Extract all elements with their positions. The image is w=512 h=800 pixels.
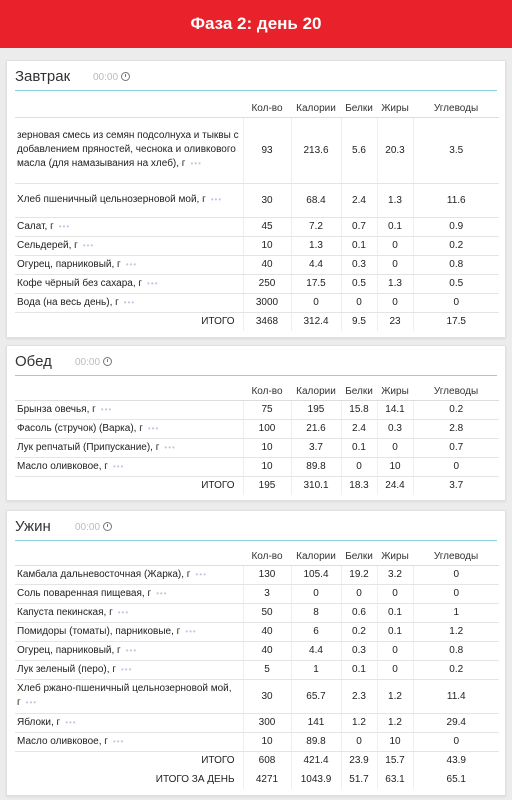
- header-calories: Калории: [291, 91, 341, 117]
- qty-cell: 300: [243, 713, 291, 732]
- protein-cell: 0.3: [341, 641, 377, 660]
- protein-cell: 0.1: [341, 236, 377, 255]
- carbs-cell: 0.7: [413, 438, 499, 457]
- food-name[interactable]: Огурец, парниковый, г: [17, 644, 121, 656]
- total-fat-cell: 23: [377, 312, 413, 331]
- qty-cell: 100: [243, 419, 291, 438]
- fat-cell: 0.3: [377, 419, 413, 438]
- protein-cell: 0.1: [341, 660, 377, 679]
- calories-cell: 195: [291, 400, 341, 419]
- meal-time-value: 00:00: [75, 357, 101, 368]
- food-name[interactable]: Сельдерей, г: [17, 239, 78, 251]
- total-protein-cell: 18.3: [341, 476, 377, 495]
- meal-header: [15, 346, 497, 376]
- protein-cell: 0: [341, 293, 377, 312]
- fat-cell: 3.2: [377, 565, 413, 584]
- food-name-cell: [15, 713, 243, 732]
- more-icon[interactable]: •••: [190, 159, 202, 168]
- carbs-cell: 0: [413, 732, 499, 751]
- table-row: [15, 603, 499, 622]
- carbs-cell: 0: [413, 293, 499, 312]
- more-icon[interactable]: •••: [100, 404, 113, 414]
- meal-time-value: 00:00: [75, 522, 101, 533]
- calories-cell: 105.4: [291, 565, 341, 584]
- header-protein: Белки: [341, 541, 377, 565]
- more-icon[interactable]: •••: [164, 442, 176, 452]
- calories-cell: 68.4: [291, 183, 341, 217]
- meal-time[interactable]: [75, 522, 112, 533]
- carbs-cell: 0.2: [413, 236, 499, 255]
- more-icon[interactable]: •••: [125, 259, 138, 269]
- header-calories: Калории: [291, 376, 341, 400]
- food-name[interactable]: Хлеб ржано-пшеничный цельнозерновой мой, г: [17, 683, 232, 708]
- protein-cell: 5.6: [341, 117, 377, 183]
- qty-cell: 10: [243, 457, 291, 476]
- calories-cell: 1.3: [291, 236, 341, 255]
- total-fat-cell: 24.4: [377, 476, 413, 495]
- fat-cell: 0: [377, 236, 413, 255]
- meal-table: [15, 376, 499, 495]
- table-header-row: [15, 541, 499, 565]
- calories-cell: 213.6: [291, 117, 341, 183]
- qty-cell: 30: [243, 679, 291, 713]
- total-row: [15, 751, 499, 770]
- protein-cell: 0.5: [341, 274, 377, 293]
- more-icon[interactable]: •••: [25, 698, 38, 707]
- qty-cell: 93: [243, 117, 291, 183]
- food-name[interactable]: Камбала дальневосточная (Жарка), г: [17, 568, 191, 580]
- meal-time-value: 00:00: [93, 72, 119, 83]
- fat-cell: 0.1: [377, 603, 413, 622]
- fat-cell: 1.3: [377, 183, 413, 217]
- clock-icon: [103, 357, 112, 366]
- total-calories-cell: 421.4: [291, 751, 341, 770]
- food-name[interactable]: зерновая смесь из семян подсолнуха и тыквы с добавлением пряностей, чеснока и оливкового масла (для намазывания на хлеб), г: [17, 130, 239, 169]
- calories-cell: 89.8: [291, 732, 341, 751]
- more-icon[interactable]: •••: [185, 626, 197, 636]
- food-name[interactable]: Яблоки, г: [17, 716, 61, 728]
- header-qty: Кол-во: [243, 376, 291, 400]
- day-total-row: [15, 770, 499, 789]
- food-name-cell: [15, 660, 243, 679]
- table-row: [15, 660, 499, 679]
- total-qty-cell: 3468: [243, 312, 291, 331]
- header-fat: Жиры: [377, 376, 413, 400]
- qty-cell: 5: [243, 660, 291, 679]
- qty-cell: 40: [243, 622, 291, 641]
- food-name[interactable]: Огурец, парниковый, г: [17, 258, 121, 270]
- qty-cell: 3: [243, 584, 291, 603]
- table-header-row: [15, 376, 499, 400]
- calories-cell: 4.4: [291, 641, 341, 660]
- meal-time[interactable]: [75, 357, 112, 368]
- carbs-cell: 2.8: [413, 419, 499, 438]
- table-row: [15, 732, 499, 751]
- fat-cell: 1.3: [377, 274, 413, 293]
- more-icon[interactable]: •••: [125, 645, 138, 655]
- protein-cell: 0: [341, 732, 377, 751]
- protein-cell: 0.1: [341, 438, 377, 457]
- more-icon[interactable]: •••: [120, 664, 133, 674]
- qty-cell: 3000: [243, 293, 291, 312]
- calories-cell: 0: [291, 293, 341, 312]
- clock-icon: [121, 72, 130, 81]
- table-row: [15, 438, 499, 457]
- calories-cell: 7.2: [291, 217, 341, 236]
- more-icon[interactable]: •••: [82, 240, 95, 250]
- food-name[interactable]: Салат, г: [17, 220, 54, 232]
- meal-table: [15, 541, 499, 789]
- food-name-cell: [15, 117, 243, 183]
- total-qty-cell: 608: [243, 751, 291, 770]
- table-row: [15, 217, 499, 236]
- qty-cell: 40: [243, 255, 291, 274]
- total-calories-cell: 1043.9: [291, 770, 341, 789]
- total-carbs-cell: 43.9: [413, 751, 499, 770]
- calories-cell: 6: [291, 622, 341, 641]
- table-row: [15, 400, 499, 419]
- more-icon[interactable]: •••: [112, 736, 125, 746]
- food-name-cell: [15, 622, 243, 641]
- carbs-cell: 0.2: [413, 660, 499, 679]
- table-header-row: [15, 91, 499, 117]
- total-label: ИТОГО: [201, 755, 235, 767]
- table-row: [15, 565, 499, 584]
- food-name-cell: [15, 419, 243, 438]
- carbs-cell: 0: [413, 584, 499, 603]
- protein-cell: 0.2: [341, 622, 377, 641]
- table-row: [15, 117, 499, 183]
- total-label: ИТОГО ЗА ДЕНЬ: [155, 774, 235, 785]
- page-title: Фаза 2: день 20: [0, 0, 512, 48]
- carbs-cell: 0.8: [413, 255, 499, 274]
- total-label: ИТОГО: [201, 480, 235, 492]
- total-fat-cell: 15.7: [377, 751, 413, 770]
- table-row: [15, 641, 499, 660]
- food-name[interactable]: Соль поваренная пищевая, г: [17, 587, 152, 599]
- food-name-cell: [15, 217, 243, 236]
- total-qty-cell: 195: [243, 476, 291, 495]
- header-carbs: Углеводы: [413, 91, 499, 117]
- more-icon[interactable]: •••: [156, 588, 168, 598]
- more-icon[interactable]: •••: [112, 461, 125, 471]
- carbs-cell: 11.4: [413, 679, 499, 713]
- food-name[interactable]: Масло оливковое, г: [17, 735, 108, 747]
- header-protein: Белки: [341, 376, 377, 400]
- protein-cell: 19.2: [341, 565, 377, 584]
- carbs-cell: 3.5: [413, 117, 499, 183]
- protein-cell: 0.3: [341, 255, 377, 274]
- table-row: [15, 255, 499, 274]
- more-icon[interactable]: •••: [147, 278, 159, 288]
- food-name-cell: [15, 183, 243, 217]
- calories-cell: 1: [291, 660, 341, 679]
- fat-cell: 10: [377, 732, 413, 751]
- protein-cell: 15.8: [341, 400, 377, 419]
- carbs-cell: 0.2: [413, 400, 499, 419]
- calories-cell: 0: [291, 584, 341, 603]
- fat-cell: 0.1: [377, 622, 413, 641]
- meal-title: Ужин: [15, 518, 51, 535]
- more-icon[interactable]: •••: [123, 297, 136, 307]
- clock-icon: [103, 522, 112, 531]
- calories-cell: 3.7: [291, 438, 341, 457]
- header-carbs: Углеводы: [413, 376, 499, 400]
- carbs-cell: 11.6: [413, 183, 499, 217]
- table-row: [15, 713, 499, 732]
- carbs-cell: 1.2: [413, 622, 499, 641]
- qty-cell: 130: [243, 565, 291, 584]
- header-name: [15, 541, 243, 565]
- food-name[interactable]: Капуста пекинская, г: [17, 606, 113, 618]
- meal-rows: [15, 565, 499, 789]
- meal-card-lunch: [6, 345, 506, 501]
- more-icon[interactable]: •••: [117, 607, 130, 617]
- carbs-cell: 0.5: [413, 274, 499, 293]
- header-qty: Кол-во: [243, 91, 291, 117]
- food-name-cell: [15, 679, 243, 713]
- carbs-cell: 0.9: [413, 217, 499, 236]
- meal-title: Обед: [15, 353, 52, 370]
- qty-cell: 40: [243, 641, 291, 660]
- food-name[interactable]: Масло оливковое, г: [17, 460, 108, 472]
- carbs-cell: 1: [413, 603, 499, 622]
- meal-title: Завтрак: [15, 68, 71, 85]
- food-name-cell: [15, 236, 243, 255]
- food-name[interactable]: Хлеб пшеничный цельнозерновой мой, г: [17, 194, 206, 205]
- fat-cell: 0: [377, 255, 413, 274]
- calories-cell: 21.6: [291, 419, 341, 438]
- food-name[interactable]: Помидоры (томаты), парниковые, г: [17, 625, 181, 637]
- qty-cell: 50: [243, 603, 291, 622]
- meal-rows: [15, 117, 499, 331]
- header-calories: Калории: [291, 541, 341, 565]
- fat-cell: 1.2: [377, 713, 413, 732]
- calories-cell: 89.8: [291, 457, 341, 476]
- fat-cell: 0: [377, 293, 413, 312]
- meal-time[interactable]: [93, 72, 130, 83]
- protein-cell: 1.2: [341, 713, 377, 732]
- header-fat: Жиры: [377, 541, 413, 565]
- fat-cell: 14.1: [377, 400, 413, 419]
- fat-cell: 0: [377, 660, 413, 679]
- protein-cell: 0: [341, 457, 377, 476]
- table-row: [15, 584, 499, 603]
- total-carbs-cell: 3.7: [413, 476, 499, 495]
- table-row: [15, 236, 499, 255]
- header-qty: Кол-во: [243, 541, 291, 565]
- food-name-cell: [15, 400, 243, 419]
- protein-cell: 0: [341, 584, 377, 603]
- fat-cell: 0: [377, 584, 413, 603]
- header-fat: Жиры: [377, 91, 413, 117]
- more-icon[interactable]: •••: [210, 195, 223, 204]
- header-name: [15, 376, 243, 400]
- food-name[interactable]: Фасоль (стручок) (Варка), г: [17, 422, 143, 434]
- carbs-cell: 0: [413, 565, 499, 584]
- table-row: [15, 419, 499, 438]
- qty-cell: 45: [243, 217, 291, 236]
- food-name-cell: [15, 274, 243, 293]
- protein-cell: 2.4: [341, 419, 377, 438]
- qty-cell: 10: [243, 438, 291, 457]
- food-name-cell: [15, 457, 243, 476]
- total-protein-cell: 51.7: [341, 770, 377, 789]
- table-row: [15, 679, 499, 713]
- protein-cell: 0.6: [341, 603, 377, 622]
- food-name-cell: [15, 438, 243, 457]
- calories-cell: 65.7: [291, 679, 341, 713]
- total-protein-cell: 23.9: [341, 751, 377, 770]
- food-name[interactable]: Брынза овечья, г: [17, 403, 96, 415]
- food-name[interactable]: Лук зеленый (перо), г: [17, 663, 116, 675]
- qty-cell: 250: [243, 274, 291, 293]
- calories-cell: 8: [291, 603, 341, 622]
- food-name[interactable]: Лук репчатый (Припускание), г: [17, 441, 160, 453]
- carbs-cell: 0.8: [413, 641, 499, 660]
- food-name-cell: [15, 641, 243, 660]
- total-fat-cell: 63.1: [377, 770, 413, 789]
- food-name-cell: [15, 565, 243, 584]
- calories-cell: 4.4: [291, 255, 341, 274]
- total-label: ИТОГО: [201, 316, 235, 328]
- qty-cell: 75: [243, 400, 291, 419]
- more-icon[interactable]: •••: [195, 569, 207, 579]
- food-name-cell: [15, 732, 243, 751]
- carbs-cell: 0: [413, 457, 499, 476]
- qty-cell: 10: [243, 236, 291, 255]
- food-name-cell: [15, 584, 243, 603]
- food-name-cell: [15, 293, 243, 312]
- meal-table: [15, 91, 499, 331]
- calories-cell: 141: [291, 713, 341, 732]
- fat-cell: 0: [377, 438, 413, 457]
- fat-cell: 20.3: [377, 117, 413, 183]
- meal-header: [15, 511, 497, 541]
- total-row: [15, 476, 499, 495]
- total-qty-cell: 4271: [243, 770, 291, 789]
- table-row: [15, 622, 499, 641]
- header-carbs: Углеводы: [413, 541, 499, 565]
- qty-cell: 30: [243, 183, 291, 217]
- protein-cell: 2.4: [341, 183, 377, 217]
- fat-cell: 10: [377, 457, 413, 476]
- total-protein-cell: 9.5: [341, 312, 377, 331]
- food-name-cell: [15, 255, 243, 274]
- qty-cell: 10: [243, 732, 291, 751]
- carbs-cell: 29.4: [413, 713, 499, 732]
- table-row: [15, 274, 499, 293]
- table-row: [15, 457, 499, 476]
- more-icon[interactable]: •••: [147, 423, 160, 433]
- protein-cell: 2.3: [341, 679, 377, 713]
- total-calories-cell: 310.1: [291, 476, 341, 495]
- header-name: [15, 91, 243, 117]
- calories-cell: 17.5: [291, 274, 341, 293]
- table-row: [15, 293, 499, 312]
- fat-cell: 1.2: [377, 679, 413, 713]
- meal-rows: [15, 400, 499, 495]
- total-row: [15, 312, 499, 331]
- total-carbs-cell: 17.5: [413, 312, 499, 331]
- fat-cell: 0: [377, 641, 413, 660]
- meal-card-breakfast: [6, 60, 506, 338]
- fat-cell: 0.1: [377, 217, 413, 236]
- table-row: [15, 183, 499, 217]
- more-icon[interactable]: •••: [58, 221, 71, 231]
- total-calories-cell: 312.4: [291, 312, 341, 331]
- header-protein: Белки: [341, 91, 377, 117]
- total-carbs-cell: 65.1: [413, 770, 499, 789]
- food-name[interactable]: Вода (на весь день), г: [17, 296, 119, 308]
- meal-card-dinner: [6, 510, 506, 796]
- food-name[interactable]: Кофе чёрный без сахара, г: [17, 277, 143, 289]
- protein-cell: 0.7: [341, 217, 377, 236]
- food-name-cell: [15, 603, 243, 622]
- more-icon[interactable]: •••: [65, 717, 77, 727]
- meal-header: [15, 61, 497, 91]
